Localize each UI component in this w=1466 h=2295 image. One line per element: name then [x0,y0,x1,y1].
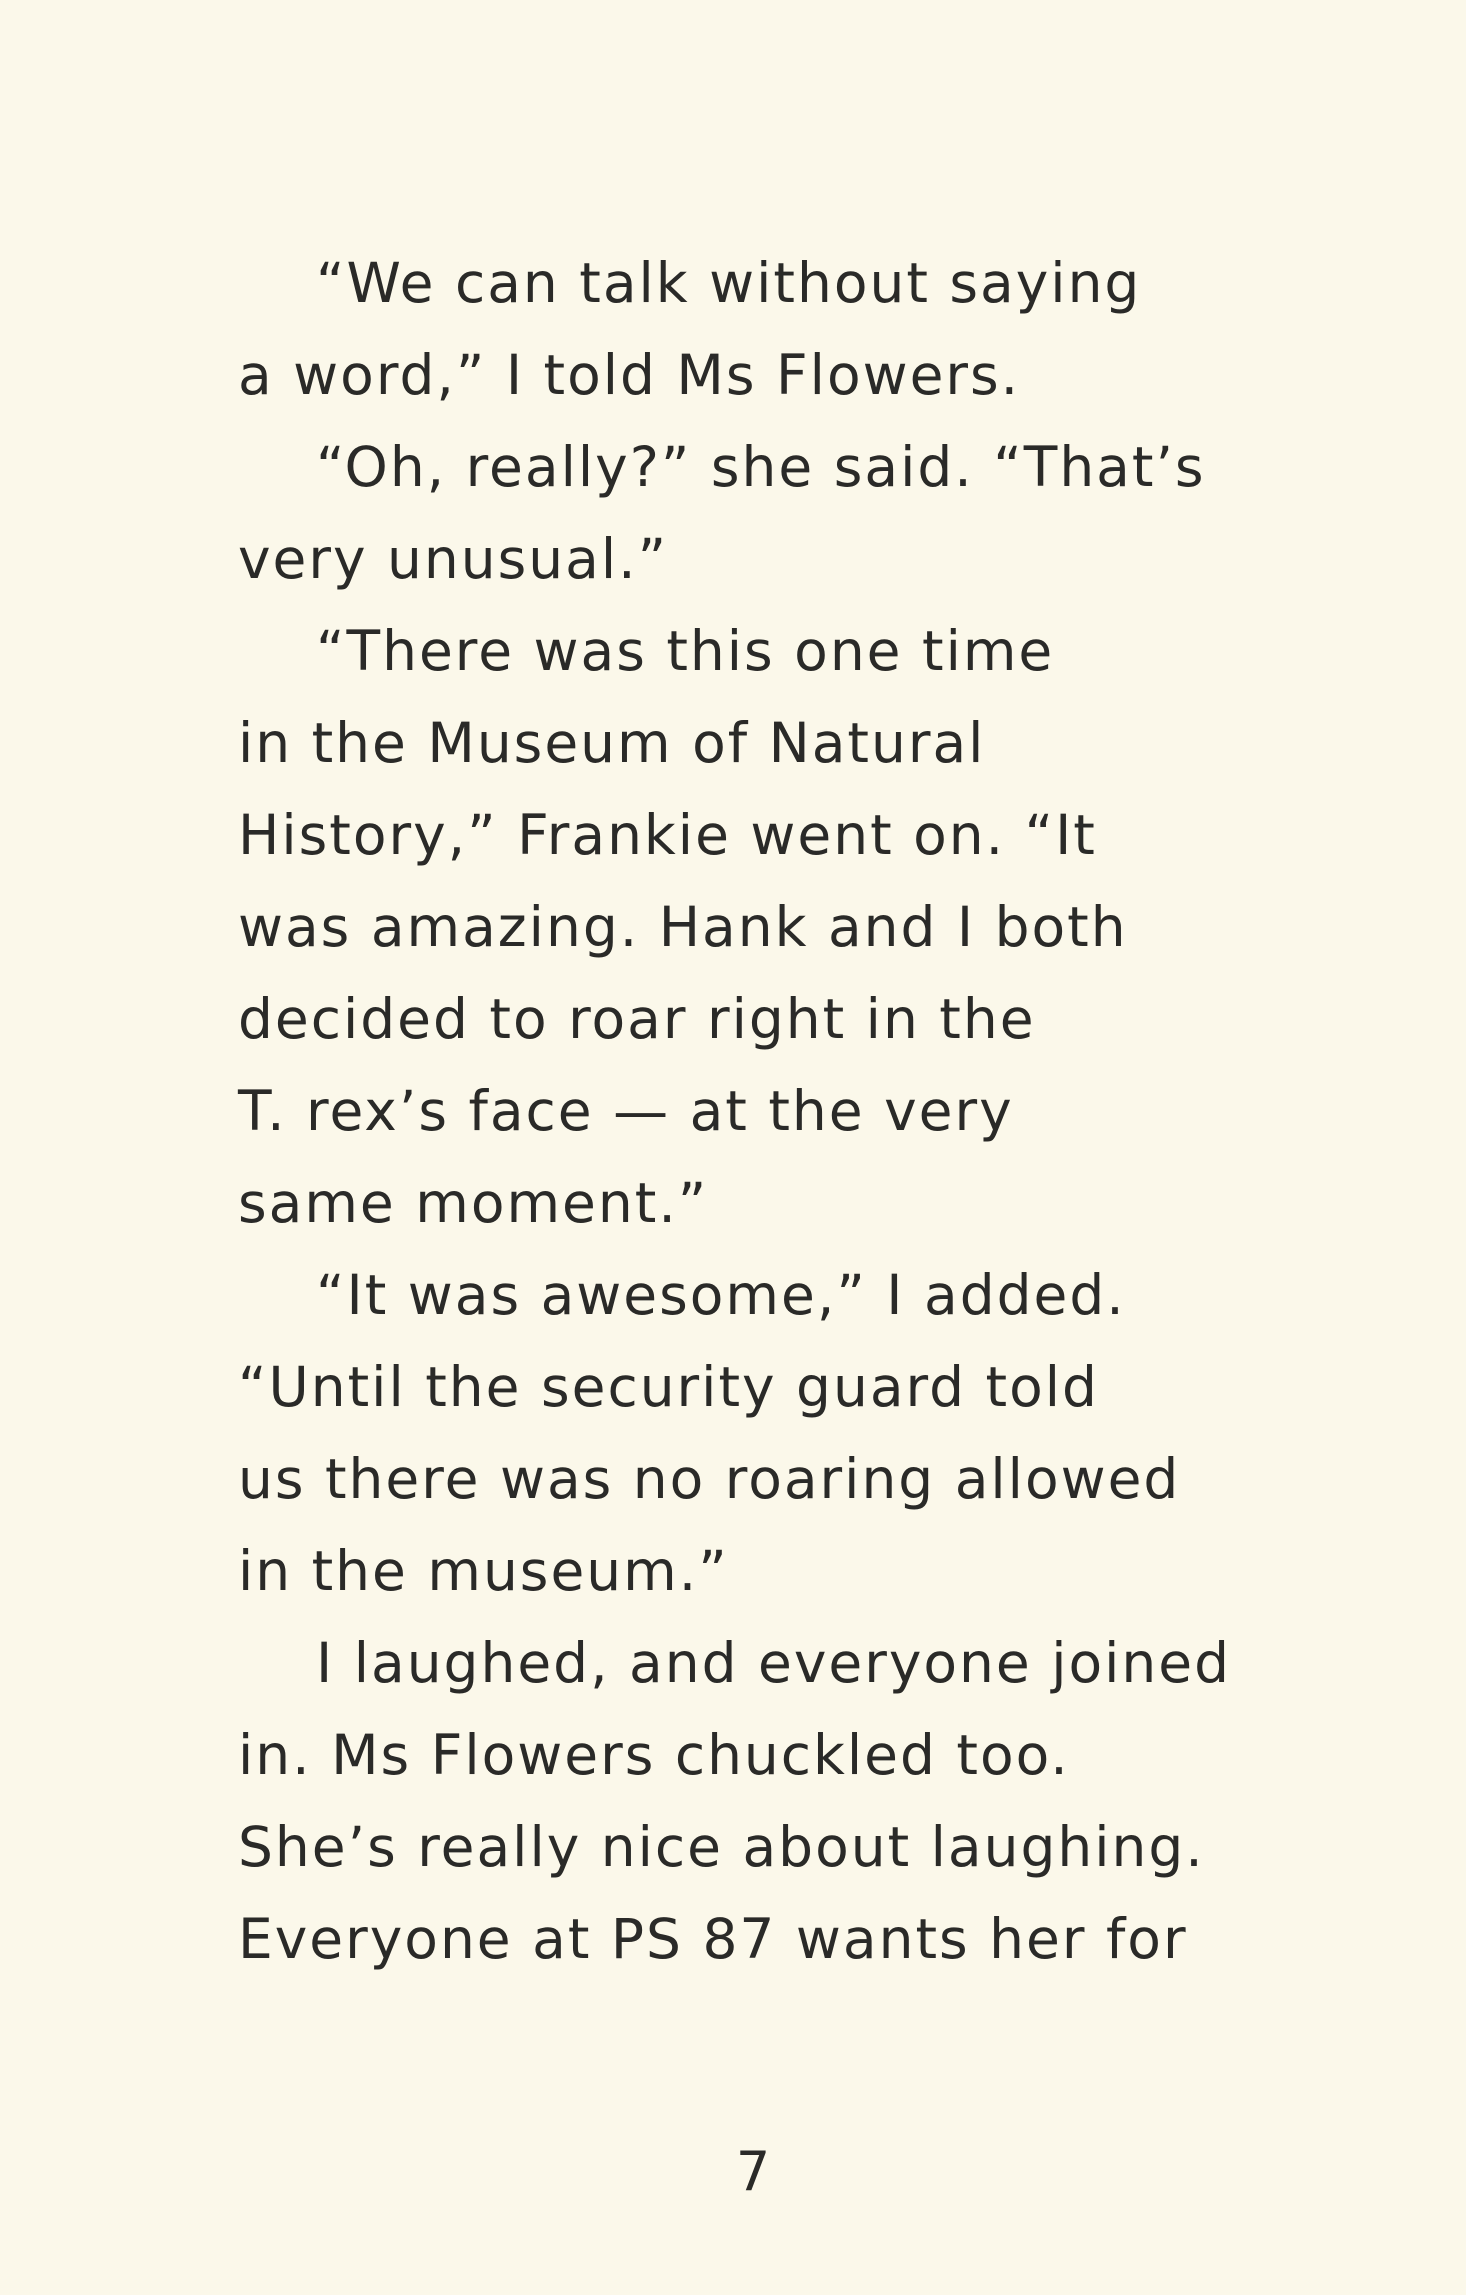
text-line: in the Museum of Natural [238,711,986,775]
text-line: “It was awesome,” I added. [316,1263,1126,1327]
text-line: I laughed, and everyone joined [316,1631,1232,1695]
text-line: a word,” I told Ms Flowers. [238,343,1021,407]
text-line: same moment.” [238,1171,709,1235]
text-line: us there was no roaring allowed [238,1447,1181,1511]
text-line: decided to roar right in the [238,987,1036,1051]
text-line: in. Ms Flowers chuckled too. [238,1723,1070,1787]
text-line: was amazing. Hank and I both [238,895,1128,959]
text-line: very unusual.” [238,527,669,591]
page-number: 7 [735,2140,771,2203]
text-line: “Oh, really?” she said. “That’s [316,435,1206,499]
text-line: in the museum.” [238,1539,729,1603]
text-line: “There was this one time [316,619,1055,683]
text-line: T. rex’s face — at the very [238,1079,1014,1143]
text-line: Everyone at PS 87 wants her for [238,1907,1188,1971]
text-line: “We can talk without saying [316,251,1142,315]
text-line: She’s really nice about laughing. [238,1815,1205,1879]
text-line: “Until the security guard told [238,1355,1099,1419]
text-line: History,” Frankie went on. “It [238,803,1097,867]
body-text [238,248,1278,1996]
